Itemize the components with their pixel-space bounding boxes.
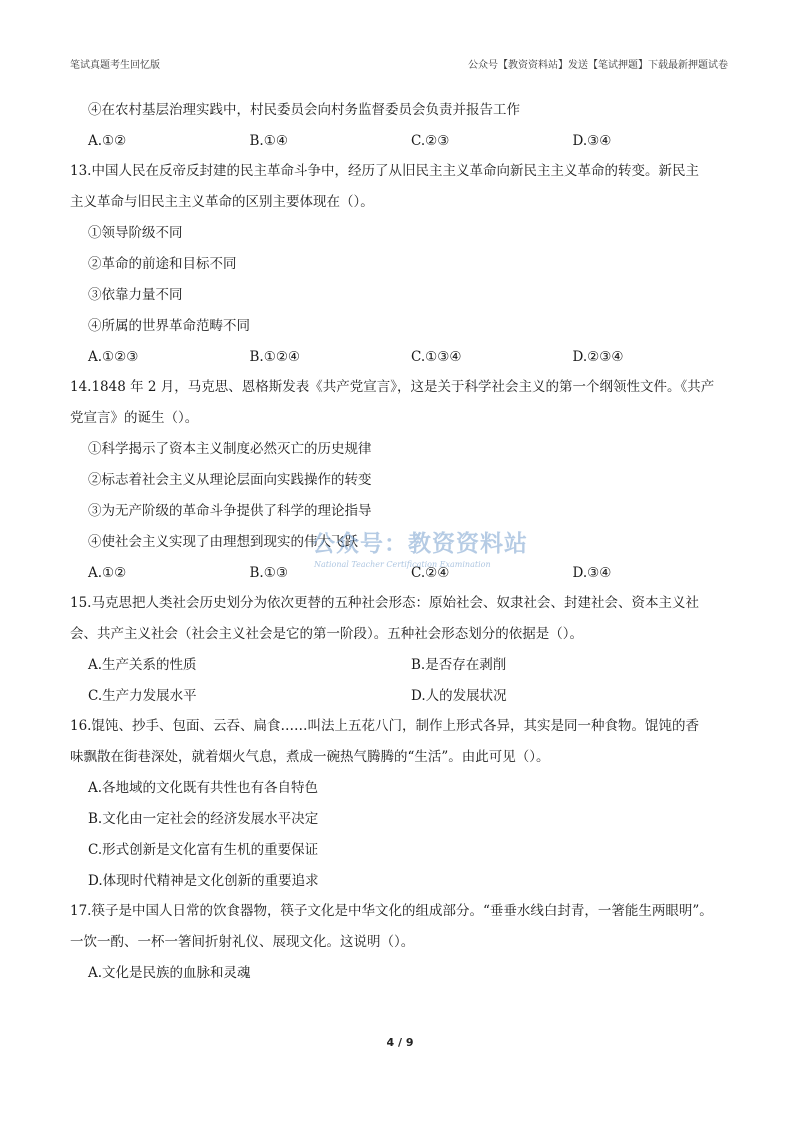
q14-stem-line-2: 党宣言》的诞生（）。 xyxy=(70,410,199,426)
q13-option-c: C.①③④ xyxy=(411,349,462,365)
q15-stem-line-1: 15.马克思把人类社会历史划分为依次更替的五种社会形态：原始社会、奴隶社会、封建社会、资本主义社 xyxy=(70,595,699,611)
q13-option-b: B.①②④ xyxy=(249,349,301,365)
exam-content xyxy=(70,100,734,983)
q15-option-b: B.是否存在剥削 xyxy=(411,657,507,673)
q12-option-a: A.①② xyxy=(88,133,127,149)
q14-option-b: B.①③ xyxy=(249,565,288,581)
q16-option-b: B.文化由一定社会的经济发展水平决定 xyxy=(88,811,319,827)
header-left-text: 笔试真题考生回忆版 xyxy=(70,60,160,71)
q14-statement-2: ②标志着社会主义从理论层面向实践操作的转变 xyxy=(88,472,372,488)
q14-option-a: A.①② xyxy=(88,565,127,581)
q14-statement-4: ④使社会主义实现了由理想到现实的伟大飞跃 xyxy=(88,534,358,550)
header-right-text: 公众号【教资资料站】发送【笔试押题】下载最新押题试卷 xyxy=(468,60,728,71)
q15-option-a: A.生产关系的性质 xyxy=(88,657,197,673)
q15-option-c: C.生产力发展水平 xyxy=(88,688,197,704)
q17-option-a: A.文化是民族的血脉和灵魂 xyxy=(88,965,251,981)
q14-option-c: C.②④ xyxy=(411,565,450,581)
q15-stem-line-2: 会、共产主义社会（社会主义社会是它的第一阶段）。五种社会形态划分的依据是（）。 xyxy=(70,626,583,642)
q12-statement-4: ④在农村基层治理实践中，村民委员会向村务监督委员会负责并报告工作 xyxy=(88,102,520,118)
watermark-sub-text: National Teacher Certification Examination xyxy=(314,560,491,569)
q15-options-row-2 xyxy=(70,686,734,706)
q16-stem-line-1: 16.馄饨、抄手、包面、云吞、扁食……叫法上五花八门，制作上形式各异，其实是同一种食物。馄饨的香 xyxy=(70,718,699,734)
q15-options-row-1 xyxy=(70,655,734,675)
q12-option-d: D.③④ xyxy=(572,133,612,149)
q16-stem-line-2: 味飘散在街巷深处，就着烟火气息，煮成一碗热气腾腾的“生活”。由此可见（）。 xyxy=(70,749,550,765)
q12-option-c: C.②③ xyxy=(411,133,450,149)
page-number: 4 / 9 xyxy=(386,1036,414,1049)
q14-statement-1: ①科学揭示了资本主义制度必然灭亡的历史规律 xyxy=(88,441,372,457)
q12-options xyxy=(70,131,734,151)
q13-option-a: A.①②③ xyxy=(88,349,139,365)
q13-statement-4: ④所属的世界革命范畴不同 xyxy=(88,318,250,334)
q12-option-b: B.①④ xyxy=(249,133,288,149)
q13-options xyxy=(70,347,734,367)
q13-statement-1: ①领导阶级不同 xyxy=(88,225,183,241)
q16-option-d: D.体现时代精神是文化创新的重要追求 xyxy=(88,873,319,889)
watermark-main-text: 公众号：教资资料站 xyxy=(312,531,528,557)
q16-option-a: A.各地域的文化既有共性也有各自特色 xyxy=(88,780,319,796)
q14-options xyxy=(70,563,734,583)
q14-stem-line-1: 14.1848 年 2 月，马克思、恩格斯发表《共产党宣言》，这是关于科学社会主义的第一个纲领性文件。《共产 xyxy=(70,379,715,395)
q17-stem-line-1: 17.筷子是中国人日常的饮食器物，筷子文化是中华文化的组成部分。“垂垂水线白封青，一箸能生两眼明”。 xyxy=(70,903,713,919)
q13-stem-line-1: 13.中国人民在反帝反封建的民主革命斗争中，经历了从旧民主主义革命向新民主主义革命的转变。新民主 xyxy=(70,163,699,179)
q14-option-d: D.③④ xyxy=(572,565,612,581)
q14-statement-3: ③为无产阶级的革命斗争提供了科学的理论指导 xyxy=(88,503,372,519)
q13-statement-3: ③依靠力量不同 xyxy=(88,287,183,303)
q13-statement-2: ②革命的前途和目标不同 xyxy=(88,256,237,272)
q16-option-c: C.形式创新是文化富有生机的重要保证 xyxy=(88,842,319,858)
q13-option-d: D.②③④ xyxy=(572,349,624,365)
q13-stem-line-2: 主义革命与旧民主主义革命的区别主要体现在（）。 xyxy=(70,194,374,210)
q15-option-d: D.人的发展状况 xyxy=(411,688,507,704)
q17-stem-line-2: 一饮一酌、一杯一箸间折射礼仪、展现文化。这说明（）。 xyxy=(70,934,415,950)
